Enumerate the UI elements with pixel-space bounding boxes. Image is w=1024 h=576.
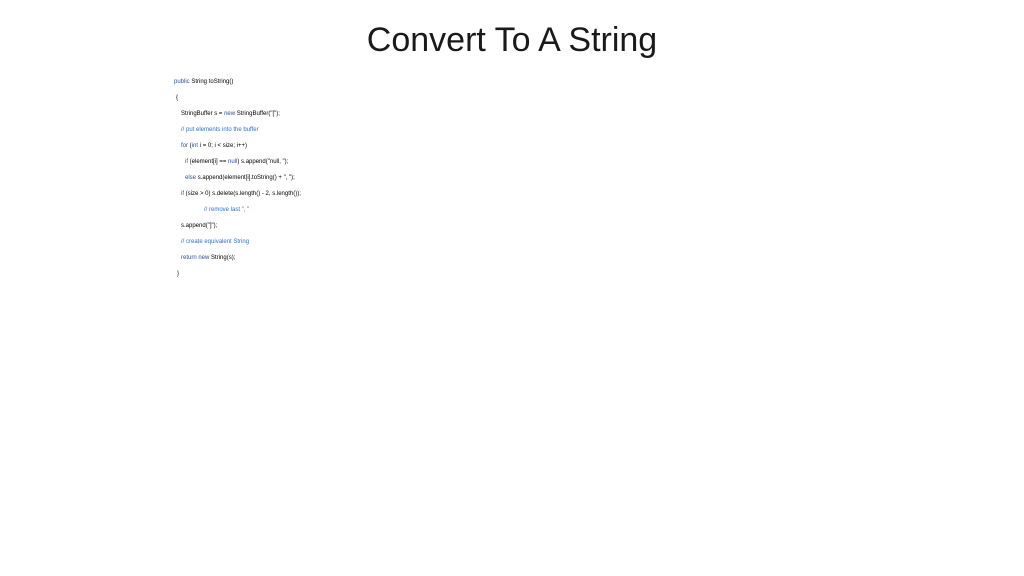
code-line <box>181 110 280 118</box>
code-text: s.append("]"); <box>181 223 218 229</box>
code-keyword: public <box>174 79 192 85</box>
code-text: ) s.append("null, "); <box>237 159 289 165</box>
code-keyword: if <box>181 191 186 197</box>
code-line <box>177 270 179 278</box>
code-line <box>185 158 288 166</box>
code-comment: // remove last ", " <box>204 207 250 213</box>
code-text: (size > 0) s.delete(s.length() - 2, s.length()); <box>185 191 301 197</box>
code-text: StringBuffer("["); <box>236 111 280 117</box>
code-text: String(s); <box>211 255 236 261</box>
code-text: s.append(element[i].toString() + ", "); <box>197 175 295 181</box>
code-keyword: null <box>228 159 238 165</box>
slide-title: Convert To A String <box>366 21 658 59</box>
code-text: String toString() <box>191 79 234 85</box>
code-comment: // put elements into the buffer <box>181 127 259 133</box>
code-line <box>204 206 249 214</box>
code-line <box>181 126 259 134</box>
code-line <box>181 222 217 230</box>
code-line <box>176 94 178 102</box>
code-line <box>181 142 247 150</box>
code-line <box>181 254 235 262</box>
code-text: (element[i] == <box>189 159 229 165</box>
code-text: i = 0; i < size; i++) <box>199 143 248 149</box>
code-text: } <box>177 271 180 277</box>
code-line <box>185 174 295 182</box>
code-keyword: int <box>191 143 200 149</box>
code-line <box>181 190 301 198</box>
code-keyword: if <box>185 159 190 165</box>
code-comment: // create equivalent String <box>181 239 250 245</box>
code-text: ( <box>189 143 192 149</box>
code-text: { <box>176 95 179 101</box>
code-keyword: else <box>185 175 198 181</box>
code-text: StringBuffer s = <box>181 111 225 117</box>
code-keyword: new <box>224 111 237 117</box>
code-keyword: return new <box>181 255 212 261</box>
code-line <box>181 238 249 246</box>
code-line <box>174 78 233 86</box>
code-keyword: for <box>181 143 190 149</box>
